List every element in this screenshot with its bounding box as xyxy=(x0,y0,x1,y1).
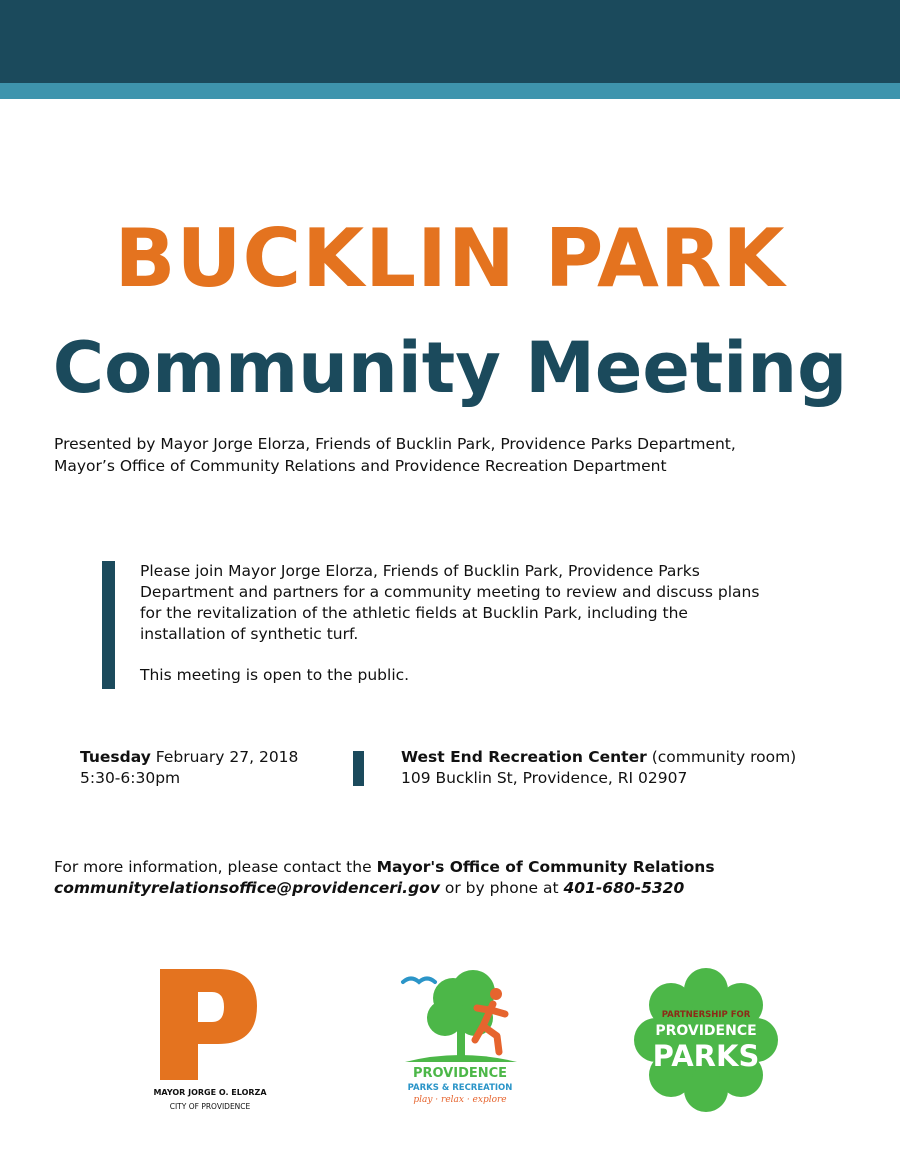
event-time: 5:30-6:30pm xyxy=(80,769,181,787)
contact-office: Mayor's Office of Community Relations xyxy=(376,858,715,876)
parks-recreation-logo xyxy=(395,962,525,1117)
parks-logo-name: PROVIDENCE xyxy=(412,1066,508,1081)
letter-p-logo-icon xyxy=(140,966,280,1084)
presented-by-line-1: Presented by Mayor Jorge Elorza, Friends of Bucklin Park, Providence Parks Department, xyxy=(54,435,736,453)
parks-logo-tagline: play · relax · explore xyxy=(413,1095,507,1105)
mayor-logo-name: MAYOR JORGE O. ELORZA xyxy=(153,1088,267,1097)
parks-logo-sub: PARKS & RECREATION xyxy=(407,1083,513,1093)
contact-phone: 401-680-5320 xyxy=(563,879,685,897)
event-room: (community room) xyxy=(651,748,797,766)
event-datetime xyxy=(80,747,298,789)
event-date: February 27, 2018 xyxy=(155,748,299,766)
partnership-logo xyxy=(631,966,781,1114)
open-to-public-note: This meeting is open to the public. xyxy=(140,666,410,684)
intro-line-4: installation of synthetic turf. xyxy=(140,625,359,643)
contact-prefix: For more information, please contact the xyxy=(54,858,377,876)
header-stripe xyxy=(0,83,900,99)
contact-info xyxy=(54,857,715,899)
intro-text xyxy=(140,561,860,686)
mayor-logo-city: CITY OF PROVIDENCE xyxy=(169,1102,251,1111)
page-subtitle: Community Meeting xyxy=(52,327,848,409)
presented-by-line-2: Mayor’s Office of Community Relations and Providence Recreation Department xyxy=(54,457,667,475)
partnership-logo-line-2: PROVIDENCE xyxy=(655,1023,757,1039)
intro-line-2: Department and partners for a community meeting to review and discuss plans xyxy=(140,583,760,601)
header-bar xyxy=(0,0,900,83)
partnership-logo-line-1: PARTNERSHIP FOR xyxy=(661,1010,751,1020)
event-venue: West End Recreation Center xyxy=(401,748,647,766)
partnership-logo-line-3: PARKS xyxy=(652,1039,760,1073)
tree-runner-logo-icon xyxy=(395,962,525,1066)
page-title: BUCKLIN PARK xyxy=(114,212,786,305)
mayor-logo xyxy=(140,966,280,1116)
event-divider xyxy=(353,751,364,786)
intro-accent-bar xyxy=(102,561,115,689)
contact-email-link[interactable]: communityrelationsoffice@providenceri.gov xyxy=(54,879,440,897)
intro-line-3: for the revitalization of the athletic fields at Bucklin Park, including the xyxy=(140,604,688,622)
event-day: Tuesday xyxy=(80,748,151,766)
intro-line-1: Please join Mayor Jorge Elorza, Friends of Bucklin Park, Providence Parks xyxy=(140,562,700,580)
contact-phone-prefix: or by phone at xyxy=(439,879,564,897)
presented-by xyxy=(54,433,874,477)
event-address: 109 Bucklin St, Providence, RI 02907 xyxy=(401,769,688,787)
event-location xyxy=(401,747,796,789)
